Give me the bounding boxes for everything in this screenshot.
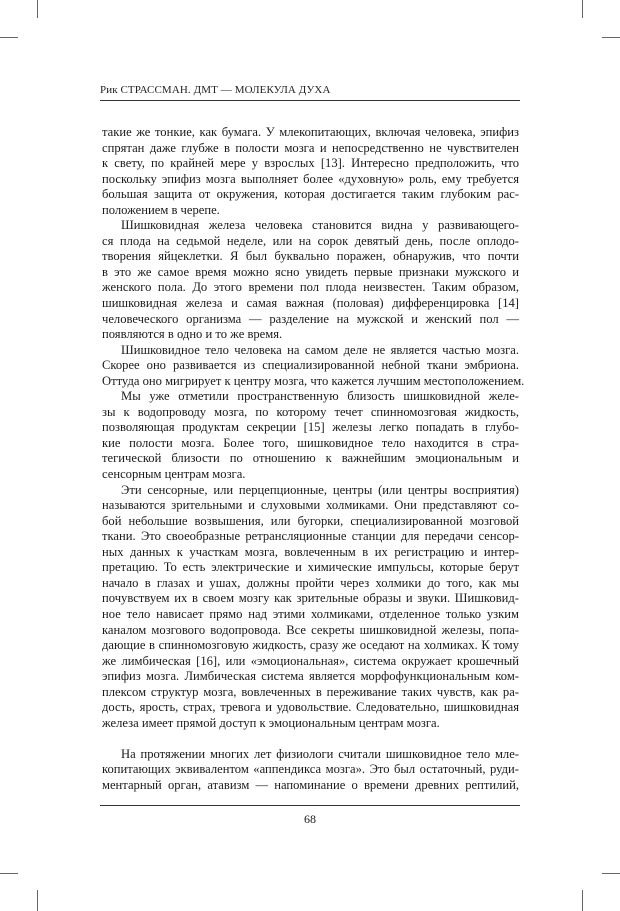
running-header: Рик СТРАССМАН. ДМТ — МОЛЕКУЛА ДУХА [100, 84, 331, 96]
text-line: дость, ярость, страх, тревога и удовольствие. Следовательно, шишковидная [102, 700, 519, 715]
text-line: претацию. То есть электрические и химические импульсы, которые берут [102, 560, 519, 575]
text-line: каналом мозгового водопровода. Все секреты шишковидной железы, попа- [102, 622, 519, 637]
paragraph [102, 747, 519, 794]
text-line: На протяжении многих лет физиологи считали шишковидное тело мле- [121, 746, 519, 761]
text-line: женского пола. До этого времени пол плода неизвестен. Таким образом, [102, 280, 519, 295]
text-line: спрятан даже глубже в полости мозга и непосредственно не чувствителен [102, 140, 519, 155]
text-line: Мы уже отметили пространственную близость шишковидной желе- [121, 389, 519, 404]
text-line: эпифиз мозга. Лимбическая система является морфофункциональным ком- [102, 669, 519, 684]
paragraph [102, 342, 525, 390]
text-line: Шишковидное тело человека на самом деле не является частью мозга. [121, 342, 519, 357]
page-number: 68 [304, 812, 316, 826]
crop-mark [37, 0, 38, 18]
text-line: появляются в одно и то же время. [102, 327, 283, 342]
text-line: начало в глазах и ушах, должны пройти через холмики до того, как мы [102, 575, 519, 590]
text-line: сенсорным центрам мозга. [102, 467, 246, 482]
text-line: ных данных к участкам мозга, вовлеченным в их регистрацию и интер- [102, 544, 519, 559]
text-line: Оттуда оно мигрирует к центру мозга, что кажется лучшим местоположением. [102, 373, 525, 388]
text-line: Скорее оно развивается из специализированной небной ткани эмбриона. [102, 358, 519, 373]
text-line: зы к водопроводу мозга, по которому течет спинномозговая жидкость, [102, 404, 519, 419]
crop-mark [37, 890, 38, 911]
text-line: ся плода на седьмой неделе, или на сорок девятый день, после оплодо- [102, 233, 519, 248]
paragraph [102, 389, 519, 482]
crop-mark [602, 37, 620, 38]
text-line: кие полости мозга. Более того, шишковидное тело находится в стра- [102, 435, 519, 450]
text-line: же лимбическая [16], или «эмоциональная», система окружает крошечный [102, 653, 519, 668]
text-line: такие же тонкие, как бумага. У млекопитающих, включая человека, эпифиз [102, 125, 519, 139]
footer-rule [100, 805, 520, 806]
section-gap [102, 731, 519, 747]
crop-mark [0, 873, 18, 874]
crop-mark [582, 0, 583, 18]
text-line: положением в черепе. [102, 202, 220, 217]
text-line: шишковидная железа и самая важная (половая) дифференцировка [14] [102, 296, 519, 311]
text-line: тегической близости по отношению к важнейшим эмоциональным и [102, 451, 519, 466]
paragraph [102, 218, 519, 342]
text-line: железа имеет прямой доступ к эмоциональным центрам мозга. [102, 715, 440, 730]
text-line: плексом структур мозга, вовлеченных в переживание таких чувств, как ра- [102, 684, 519, 699]
body-text [102, 125, 525, 794]
crop-mark [602, 873, 620, 874]
text-line: копитающих эквивалентом «аппендикса мозга». Это был остаточный, руди- [102, 762, 519, 777]
text-line: в это же самое время можно ясно увидеть первые признаки мужского и [102, 264, 519, 279]
text-line: позволяющая продуктам секреции [15] железы легко попадать в глубо- [102, 420, 519, 435]
text-line: называются зрительными и слуховыми холмиками. Они представляют со- [102, 498, 519, 513]
text-line: к свету, по крайней мере у взрослых [13]. Интересно предположить, что [102, 156, 519, 171]
text-line: творения яйцеклетки. Я был буквально поражен, обнаружив, что почти [102, 249, 519, 264]
text-line: большая защита от окружения, которая достигается таким глубоким рас- [102, 187, 519, 202]
text-line: ткани. Это своеобразные ретрансляционные станции для передачи сенсор- [102, 529, 519, 544]
paragraph [102, 125, 519, 218]
crop-mark [0, 37, 18, 38]
text-line: дающие в спинномозговую жидкость, сразу же оседают на холмиках. К тому [102, 638, 519, 653]
crop-mark [582, 890, 583, 911]
text-line: Шишковидная железа человека становится видна у развивающего- [121, 218, 519, 233]
paragraph [102, 483, 519, 732]
text-line: человеческого организма — разделение на мужской и женский пол — [102, 311, 519, 326]
text-line: почувствуем их в своем мозгу как зрительные образы и звуки. Шишковид- [102, 591, 519, 606]
text-line: поскольку эпифиз мозга выполняет более «духовную» роль, ему требуется [102, 171, 519, 186]
text-line: бой небольшие возвышения, или бугорки, специализированной мозговой [102, 513, 519, 528]
header-rule [100, 100, 520, 101]
text-line: ментарный орган, атавизм — напоминание о времени древних рептилий, [102, 777, 519, 792]
text-line: Эти сенсорные, или перцепционные, центры (или центры восприятия) [121, 482, 519, 497]
text-line: ное тело нависает прямо над этими холмиками, отделенное только узким [102, 606, 519, 621]
